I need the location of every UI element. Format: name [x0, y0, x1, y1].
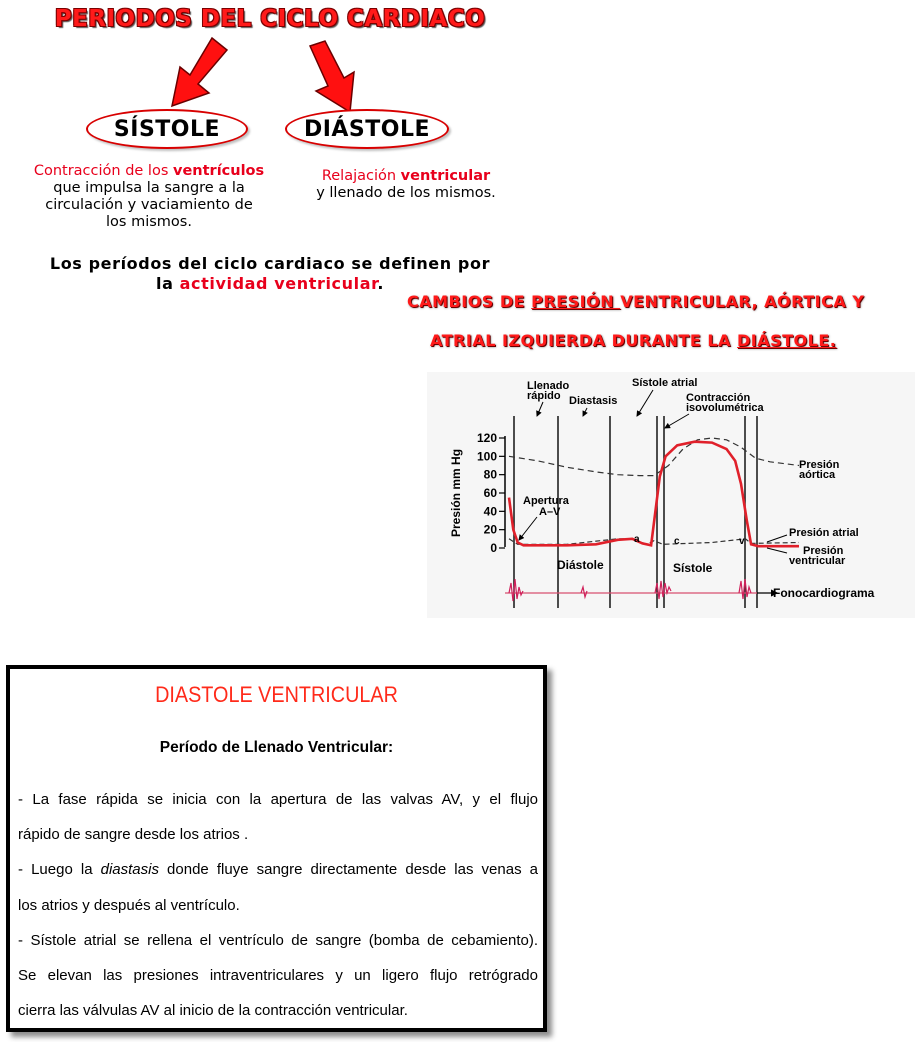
systole-desc-4: los mismos. — [106, 214, 192, 230]
box-p2-em: diastasis — [100, 861, 159, 879]
label-a: a — [634, 534, 640, 545]
diagram-title-2u: DIÁSTOLE. — [737, 331, 837, 350]
arrow-right-icon — [310, 41, 354, 112]
label-v: v — [739, 536, 745, 547]
arrows — [160, 36, 400, 112]
y-tick-label: 80 — [483, 467, 497, 482]
systole-desc-1: Contracción de los — [33, 163, 173, 179]
diagram-title-1a: CAMBIOS DE — [407, 292, 532, 311]
box-p1-l1: - La fase rápida se inicia con la apertura de las valvas AV, y el flujo — [18, 791, 538, 808]
diastole-description — [296, 168, 516, 202]
diastole-label: DIÁSTOLE — [303, 116, 431, 142]
box-p2-l2: los atrios y después al ventrículo. — [18, 896, 240, 914]
diagram-title-1u: PRESIÓN — [531, 292, 621, 311]
systole-label: SÍSTOLE — [113, 116, 221, 142]
y-tick-label: 100 — [476, 449, 497, 464]
diagram-title-2a: ATRIAL IZQUIERDA DURANTE LA — [430, 331, 737, 350]
y-tick-label: 0 — [490, 541, 497, 555]
periods-line-2-emph: actividad ventricular — [179, 274, 378, 293]
box-body — [18, 782, 538, 1028]
main-title: PERIODOS DEL CICLO CARDIACO — [54, 6, 486, 32]
label-sistole-atrial: Sístole atrial — [632, 377, 698, 389]
phonocardiogram — [505, 579, 875, 601]
diagram-title-line-2 — [430, 331, 836, 350]
box-p3-l2: Se elevan las presiones intraventriculares y un ligero flujo retrógrado — [18, 967, 538, 985]
label-diastole: Diástole — [557, 558, 604, 572]
box-p3-l3: cierra las válvulas AV al inicio de la contracción ventricular. — [18, 1002, 408, 1020]
label-av: A–V — [539, 506, 561, 518]
label-contraccion: Contracción — [686, 392, 751, 404]
diastole-oval — [285, 109, 449, 149]
box-p2-l1 — [18, 852, 538, 887]
label-rapido: rápido — [527, 390, 561, 402]
arrow-left-icon — [172, 38, 227, 106]
atrial-pressure-curve — [509, 539, 799, 545]
box-title: DIASTOLE VENTRICULAR — [155, 682, 398, 707]
systole-oval — [86, 109, 248, 149]
y-tick-label: 20 — [483, 522, 497, 537]
label-presion-aortica-2: aórtica — [799, 469, 836, 481]
label-presion-ventricular-2: ventricular — [789, 555, 846, 567]
box-p2-a: - Luego la — [18, 861, 101, 879]
periods-line-2a: la — [155, 274, 180, 293]
periods-line-2b: . — [377, 274, 384, 293]
aortic-pressure-curve — [509, 438, 799, 476]
label-presion-ventricular-1: Presión — [803, 545, 844, 557]
label-llenado: Llenado — [527, 380, 570, 392]
label-diastasis: Diastasis — [569, 395, 618, 407]
diastole-desc-1: Relajación — [321, 168, 401, 184]
label-fonocardiograma: Fonocardiograma — [773, 586, 875, 600]
label-isovolumetrica: isovolumétrica — [686, 402, 764, 414]
systole-desc-emph: ventrículos — [173, 163, 265, 179]
diagram-title-line-1 — [407, 292, 864, 311]
periods-text — [30, 254, 510, 294]
systole-description — [18, 163, 280, 231]
pressure-chart — [427, 372, 915, 618]
diastole-desc-2: y llenado de los mismos. — [316, 185, 496, 201]
y-tick-label: 40 — [483, 504, 497, 519]
label-c: c — [674, 536, 680, 547]
label-presion-atrial: Presión atrial — [789, 527, 859, 539]
diastole-info-box — [6, 665, 547, 1032]
label-apertura: Apertura — [523, 495, 569, 507]
box-subtitle: Período de Llenado Ventricular: — [159, 739, 394, 756]
periods-line-1: Los períodos del ciclo cardiaco se definen por — [49, 254, 491, 273]
label-presion-aortica-1: Presión — [799, 459, 840, 471]
y-ticks — [477, 431, 505, 555]
ventricular-pressure-curve — [509, 442, 799, 547]
diagram-title-1b: VENTRICULAR, AÓRTICA Y — [620, 292, 865, 311]
y-tick-label: 120 — [476, 431, 497, 445]
diastole-desc-emph: ventricular — [400, 168, 491, 184]
box-p3-l1: - Sístole atrial se rellena el ventrículo de sangre (bomba de cebamiento). — [18, 931, 538, 949]
box-p2-b: donde fluye sangre directamente desde las venas a — [158, 861, 538, 879]
box-p1-l2: rápido de sangre desde los atrios . — [18, 826, 249, 844]
systole-desc-2: que impulsa la sangre a la — [53, 180, 245, 196]
systole-desc-3: circulación y vaciamiento de — [45, 197, 253, 213]
label-sistole: Sístole — [673, 561, 713, 575]
y-tick-label: 60 — [483, 486, 497, 500]
y-axis-label: Presión mm Hg — [449, 448, 463, 537]
